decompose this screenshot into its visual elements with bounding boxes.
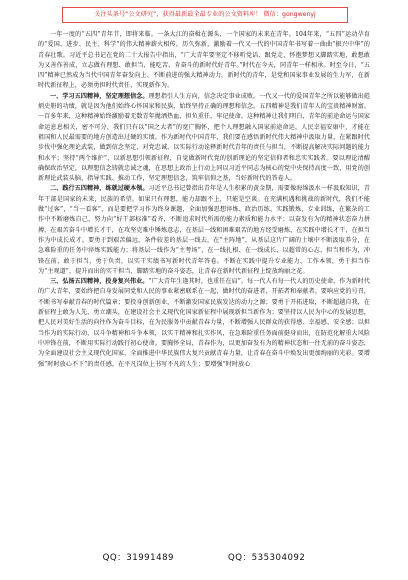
footer-qq-group: QQ：535304092 [228,553,306,563]
footer-contacts [0,551,408,565]
section-heading: 三、弘扬五四精神，投身复兴伟业。 [50,278,149,286]
article-body [38,30,370,540]
section-heading: 一、学习五四精神，坚定理想信念。 [50,92,149,100]
header-banner: 关注头条号“公文研究”，获得最新最全最专业的公文资料库！ 微信：gongwenyj [62,7,348,23]
section-text: 习近平总书记曾指出青年是人生积累的黄金期，需要像海绵汲水一样汲取知识，青年干部是国家的未来，民族的希望。如果只有理想，能力却跟不上，只能是空谈。在充满机遇和挑战的新时代，我们不能做“过客”，“当一看客”，而是要把学习作为终身课题，全面加强思想淬炼、政治历练、实践锻炼、专业训练，在繁杂的工作中不断磨炼自己，努力向“好干部标准”看齐，不断追求时代所需的能力素质和能力水平；以奋发有为的精神状态奋力拼搏，在艰苦奋斗中增长才干，在攻坚克难中锤炼意志，在基层一线和困难艰苦的地方经受磨炼，在实践中增长才干，在担当作为中成长成才。要勇于到艰苦偏远、条件较差的基层一线去，在“主阵地”、从基层这片广阔的土壤中不断汲取养分，在急难险重的任务中淬炼实践能力；将基层一线作为“主考场”，在一线扎根、在一线成长，以超常的心志、担当和作为，冲锋在前，敢于担当，勇于负责，以实干实绩书写新时代青年答卷。不断在实践中提升专业能力、工作本领，勇于担当作为“主观道”，提升而出的实干担当、脚踏实地的奋斗姿态，让青春在新时代新征程上绽放绚丽之花。 [38,185,370,275]
footer-qq: QQ：31991489 [102,553,175,563]
intro-paragraph: 一年一度的“五四”青年节，即将来临。一条大江的奋楫在源头，一个国家的未来在青年。104年来，“五四”运动孕育的“爱国、进步、民主、科学”的伟大精神薪火相传，历久弥新，激励着一代又一代的中国青年书写着一曲曲“振兴中华”的青春壮歌。习近平总书记在党的二十大报告中指出，“广大青年要坚定不移听党话、跟党走，怀抱梦想又脚踏实地，敢想敢为又善作善成，立志做有理想、敢担当、能吃苦、肯奋斗的新时代好青年。”时代在今天，同青年一样相承。时至今日，“五四”精神已然成为当代中国青年奋发向上、不断前进的强大精神动力。新时代的青年，是党和国家事业发展的生力军，在新时代新征程上，必须勇担时代责任、实现新作为。 [38,31,370,90]
section-heading: 二、践行五四精神，练就过硬本领。 [50,185,149,193]
section-2-paragraph [38,184,370,277]
section-text: 理想指引人生方向，信念决定事业成败。一代又一代的爱国青年之所以能够做出彪炳史册的功绩，就是因为他们始终心怀国家和民族，始终坚持正确的理想和信念。五四精神是我们青年人的宝贵精神财富。一百多年来，这种精神始终激励着无数青年拋洒热血、担负重任、牢记使命。这种精神让我们明白，青年的前途命运与国家命运息息相关，密不可分，我们只有以“国之大者”的宽广胸怀，把个人理想融入国家前途命运，人民幸福安康中，才能在祖国和人民最需要的地方创造出过硬的实绩。作为新时代中国青年，我们要在感悟新时代伟大精神中汲取力量，在紧跟时代步伐中强化理论武装，做到信念坚定、对党忠诚，以实际行动诠释新时代青年的责任与担当，不断提高解决实际问题的能力和水平；坚持“两个维护”，以新思想引领新征程，自觉做新时代党的创新理论的坚定信仰者和忠实实践者。要以理论清醒确保政治坚定，以理想信念铸就忠诚之魂，在思想上政治上行动上同以习近平同志为核心的党中央保持高度一致，用党的创新理论武装头脑、指导实践、推动工作，坚定理想信念，筑牢信仰之基，当好新时代的答卷人。 [38,92,370,183]
section-text: “广大青年生逢其时，也重任在肩”。每一代人有每一代人的历史使命。作为新时代的广大青年，要始终把自身发展同党和人民的事业紧密联系在一起，做时代的奋进者、开拓者和奉献者。要响应党的号召，不断书写奉献青春的时代篇章；要投身创新创业，不断激发国家民族发达的动力之源；要勇于开拓进取，不断超越自我，在新征程上敢为人先，勇立潮头，在建设社会主义现代化国家新征程中展现新担当新作为；要坚持以人民为中心的发展思想，把人民对美好生活的向往作为奋斗目标，在为民服务中贡献青春力量，不断增强人民群众的获得感、幸福感、安全感；以担当作为的实际行动，以斗争精神和斗争本领，以实干精神和扎实作风，在急难险重任务面前挺身而出，在防范化解重大风险中冲锋在前，不断用实际行动践行初心使命。要胸怀全局，青春作为，以更加奋发有为的精神状态和一往无前的奋斗姿态，为全面建设社会主义现代化国家、全面推进中华民族伟大复兴贡献青春力量，让青春在奋斗中焕发出更加绚丽的光彩。要增强“时时放心不下”的责任感，在平凡岗位上书写不凡的人生；要增强“时时放心 [38,278,370,368]
section-3-paragraph [38,277,370,370]
section-1-paragraph [38,92,370,185]
